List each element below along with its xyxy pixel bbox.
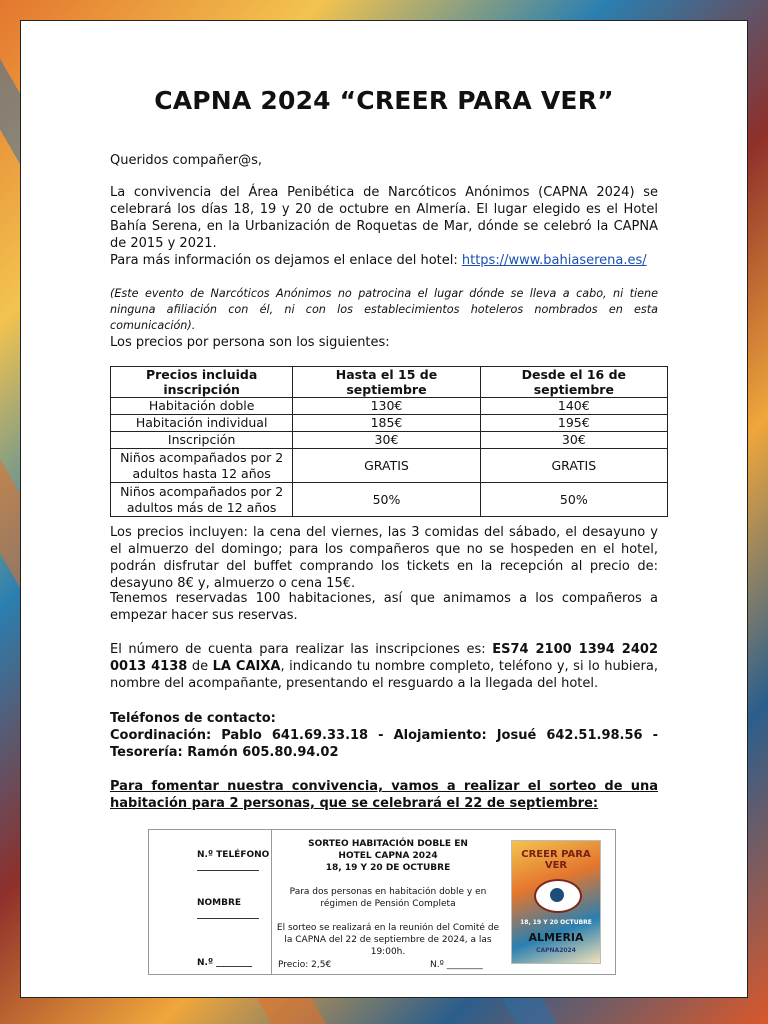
ticket-number: N.º ________ [430,960,483,970]
table-row [111,415,668,432]
phone-line [197,870,259,871]
includes-paragraph: Los precios incluyen: la cena del viernes, las 3 comidas del sábado, el desayuno y el almuerzo del domingo; para los compañeros que no se hospeden en el hotel, podrán disfrutar del buffet comprando los tickets en la recepción al precio de: desayuno 8€ y, almuerzo o cena 15€. [110,525,658,591]
table-cell: Habitación doble [111,398,293,415]
table-cell: GRATIS [480,449,667,483]
table-cell: 140€ [480,398,667,415]
ticket-body [272,830,504,974]
poster-city: ALMERIA [528,931,584,944]
ticket-stub [149,830,272,974]
table-cell: 130€ [293,398,480,415]
table-header: Hasta el 15 de septiembre [293,367,480,398]
bank-name: LA CAIXA [212,659,281,674]
account-pre: El número de cuenta para realizar las inscripciones es: [110,642,493,657]
page-title: CAPNA 2024 “CREER PARA VER” [154,86,614,115]
poster-headline: CREER PARA VER [521,849,591,871]
info-text: Para más información os dejamos el enlace del hotel: [110,253,462,268]
prices-table [110,366,668,517]
ticket-description: Para dos personas en habitación doble y en régimen de Pensión Completa [289,887,487,909]
disclaimer: (Este evento de Narcóticos Anónimos no patrocina el lugar dónde se lleva a cabo, ni tiene ninguna afiliación con él, ni con los establecimientos hoteleros nombrados en esta comunicación). [110,287,658,332]
account-post: , indicando tu nombre completo, teléfono y, si lo hubiera, nombre del acompañante, presentando el resguardo a la llegada del hotel. [110,659,658,691]
table-cell: Inscripción [111,432,293,449]
table-row [111,398,668,415]
raffle-ticket [148,829,616,975]
ticket-price: Precio: 2,5€ [278,960,332,970]
contacts-line: Coordinación: Pablo 641.69.33.18 - Alojamiento: Josué 642.51.98.56 - Tesorería: Ramón 605.80.94.02 [110,728,658,760]
prices-intro: Los precios por persona son los siguientes: [110,335,390,350]
table-cell: 50% [480,483,667,517]
poster-dates: 18, 19 Y 20 OCTUBRE [520,919,592,926]
table-cell: Niños acompañados por 2 adultos hasta 12 años [111,449,293,483]
table-cell: GRATIS [293,449,480,483]
table-header: Desde el 16 de septiembre [480,367,667,398]
table-row [111,449,668,483]
table-header: Precios incluida inscripción [111,367,293,398]
ticket-title-3: 18, 19 Y 20 DE OCTUBRE [325,863,451,873]
table-row [111,483,668,517]
raffle-paragraph [110,778,658,812]
table-cell: Habitación individual [111,415,293,432]
ticket-title-1: SORTEO HABITACIÓN DOBLE EN [308,839,468,849]
ticket-title-2: HOTEL CAPNA 2024 [338,851,438,861]
contacts-block [110,710,658,761]
account-paragraph [110,641,658,692]
table-cell: 30€ [480,432,667,449]
table-cell: 185€ [293,415,480,432]
rooms-paragraph: Tenemos reservadas 100 habitaciones, así que animamos a los compañeros a empezar hacer sus reservas. [110,591,658,623]
eye-icon [534,879,582,913]
table-cell: 30€ [293,432,480,449]
intro-paragraph: La convivencia del Área Penibética de Narcóticos Anónimos (CAPNA 2024) se celebrará los días 18, 19 y 20 de octubre en Almería. El lugar elegido es el Hotel Bahía Serena, en la Urbanización de Roquetas de Mar, dónde se celebró la CAPNA de 2015 y 2021. [110,185,658,251]
name-label: NOMBRE [197,898,242,908]
poster-tag: CAPNA2024 [536,947,576,954]
table-cell: 195€ [480,415,667,432]
contacts-heading: Teléfonos de contacto: [110,711,276,726]
table-row [111,432,668,449]
table-cell: 50% [293,483,480,517]
iban: ES74 2100 1394 2402 0013 4138 [110,642,658,674]
greeting: Queridos compañer@s, [110,153,263,168]
event-poster [511,840,601,964]
phone-label: N.º TELÉFONO [197,850,270,860]
hotel-link[interactable]: https://www.bahiaserena.es/ [461,253,647,268]
account-mid: de [187,659,213,674]
name-line [197,918,259,919]
info-paragraph [110,252,658,269]
table-header-row [111,367,668,398]
table-cell: Niños acompañados por 2 adultos más de 12 años [111,483,293,517]
stub-number: N.º ________ [197,958,253,968]
ticket-draw-info: El sorteo se realizará en la reunión del Comité de la CAPNA del 22 de septiembre de 2024, a las 19:00h. [276,923,500,957]
raffle-text: Para fomentar nuestra convivencia, vamos a realizar el sorteo de una habitación para 2 personas, que se celebrará el 22 de septiembre: [110,779,658,811]
